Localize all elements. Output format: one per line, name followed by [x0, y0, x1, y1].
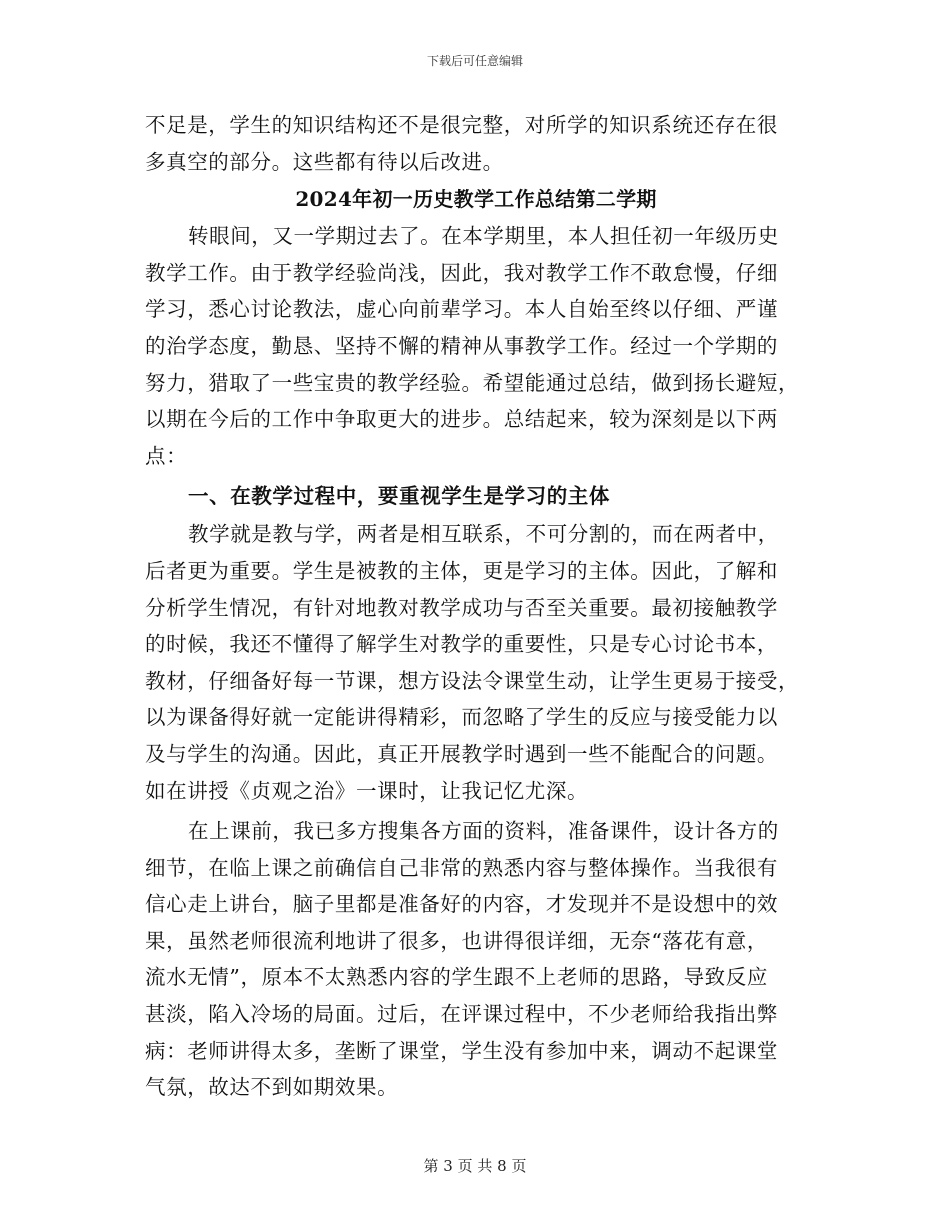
text-line: 果，虽然老师很流利地讲了很多，也讲得很详细，无奈“落花有意，: [145, 928, 768, 953]
text-line: 在上课前，我已多方搜集各方面的资料，准备课件，设计各方的: [188, 819, 779, 844]
text-line: 学习，悉心讨论教法，虚心向前辈学习。本人自始至终以仔细、严谨: [145, 297, 778, 322]
paragraph-1: [145, 218, 807, 474]
document-title: 2024年初一历史教学工作总结第二学期: [295, 187, 657, 212]
text-line: 教学就是教与学，两者是相互联系，不可分割的，而在两者中，: [188, 522, 779, 547]
text-line: 的治学态度，勤恳、坚持不懈的精神从事教学工作。经过一个学期的: [145, 333, 778, 358]
text-line: 分析学生情况，有针对地教对教学成功与否至关重要。最初接触教学: [145, 595, 778, 620]
text-line: 以期在今后的工作中争取更大的进步。总结起来，较为深刻是以下两: [145, 407, 778, 432]
text-line: 细节，在临上课之前确信自己非常的熟悉内容与整体操作。当我很有: [145, 855, 778, 880]
text-line: 病：老师讲得太多，垄断了课堂，学生没有参加中来，调动不起课堂: [145, 1038, 778, 1063]
paragraph-2: [145, 516, 807, 809]
text-line: 后者更为重要。学生是被教的主体，更是学习的主体。因此，了解和: [145, 558, 778, 583]
document-body: [145, 107, 807, 1106]
paragraph-3: [145, 813, 807, 1106]
text-line: 流水无情”，原本不太熟悉内容的学生跟不上老师的思路，导致反应: [145, 965, 768, 990]
text-line: 多真空的部分。这些都有待以后改进。: [145, 149, 504, 174]
intro-paragraph: [145, 107, 807, 180]
text-line: 以为课备得好就一定能讲得精彩，而忽略了学生的反应与接受能力以: [145, 705, 778, 730]
page-footer: 第 3 页 共 8 页: [423, 1157, 527, 1175]
text-line: 信心走上讲台，脑子里都是准备好的内容，才发现并不是设想中的效: [145, 892, 778, 917]
section-heading: 一、在教学过程中，要重视学生是学习的主体: [188, 484, 610, 509]
text-line: 如在讲授《贞观之治》一课时，让我记忆尤深。: [145, 778, 589, 803]
text-line: 点：: [145, 443, 188, 468]
text-line: 努力，猎取了一些宝贵的教学经验。希望能通过总结，做到扬长避短，: [145, 370, 800, 395]
text-line: 转眼间，又一学期过去了。在本学期里，本人担任初一年级历史: [188, 224, 779, 249]
text-line: 教材，仔细备好每一节课，想方设法令课堂生动，让学生更易于接受，: [145, 668, 800, 693]
text-line: 的时候，我还不懂得了解学生对教学的重要性，只是专心讨论书本，: [145, 632, 778, 657]
text-line: 及与学生的沟通。因此，真正开展教学时遇到一些不能配合的问题。: [145, 741, 778, 766]
text-line: 不足是，学生的知识结构还不是很完整，对所学的知识系统还存在很: [145, 113, 778, 137]
page-header: 下载后可任意编辑: [426, 54, 523, 68]
text-line: 甚淡，陷入冷场的局面。过后，在评课过程中，不少老师给我指出弊: [145, 1002, 778, 1027]
text-line: 气氛，故达不到如期效果。: [145, 1075, 399, 1100]
text-line: 教学工作。由于教学经验尚浅，因此，我对教学工作不敢怠慢，仔细: [145, 260, 778, 285]
